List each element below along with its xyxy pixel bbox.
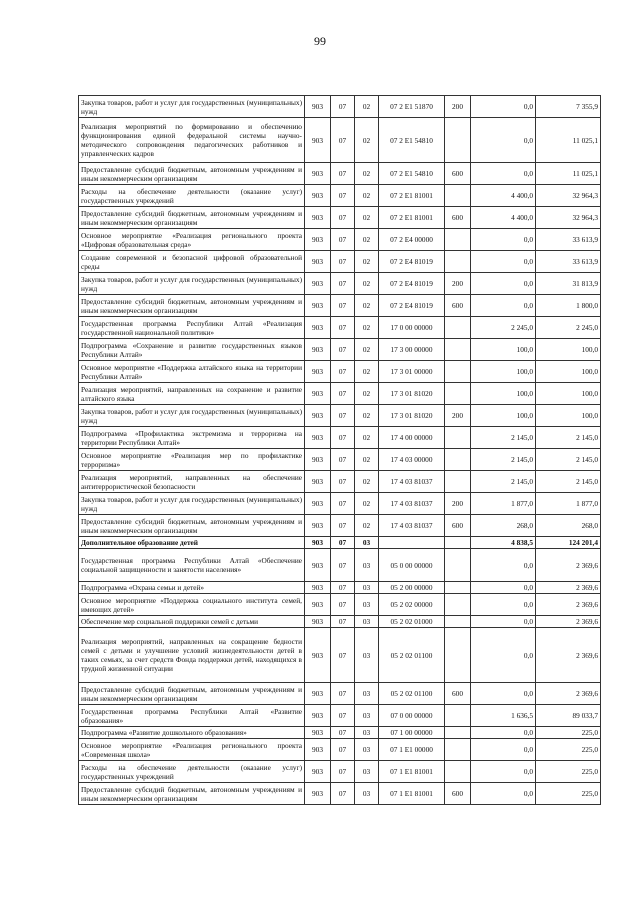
- row-subsection-code: 02: [355, 317, 379, 339]
- row-expense-type: [445, 383, 471, 405]
- table-row: [79, 705, 601, 727]
- row-amount-1: 0,0: [471, 594, 536, 616]
- row-name: Подпрограмма «Развитие дошкольного образования»: [79, 727, 305, 739]
- row-name: Реализация мероприятий, направленных на сохранение и развитие алтайского языка: [79, 383, 305, 405]
- row-subsection-code: 02: [355, 471, 379, 493]
- row-ved-code: 903: [305, 616, 331, 628]
- row-name: Создание современной и безопасной цифровой образовательной среды: [79, 251, 305, 273]
- row-ved-code: 903: [305, 185, 331, 207]
- row-amount-2: 32 964,3: [536, 185, 601, 207]
- row-target-article: 07 2 E1 81001: [379, 185, 445, 207]
- row-amount-1: 4 400,0: [471, 185, 536, 207]
- row-subsection-code: 03: [355, 537, 379, 549]
- row-name: Предоставление субсидий бюджетным, автономным учреждениям и иным некоммерческим организациям: [79, 295, 305, 317]
- row-section-code: 07: [331, 594, 355, 616]
- row-ved-code: 903: [305, 515, 331, 537]
- row-target-article: 17 3 01 81020: [379, 405, 445, 427]
- row-expense-type: [445, 449, 471, 471]
- row-section-code: 07: [331, 705, 355, 727]
- row-amount-2: 1 877,0: [536, 493, 601, 515]
- row-subsection-code: 02: [355, 339, 379, 361]
- row-target-article: 17 3 01 81020: [379, 383, 445, 405]
- row-target-article: 07 1 E1 00000: [379, 739, 445, 761]
- table-row: [79, 251, 601, 273]
- table-body: [79, 96, 601, 805]
- row-amount-2: 225,0: [536, 783, 601, 805]
- row-amount-2: 33 613,9: [536, 229, 601, 251]
- row-amount-2: 1 800,0: [536, 295, 601, 317]
- row-name: Государственная программа Республики Алтай «Реализация государственной национальной политики»: [79, 317, 305, 339]
- table-row: [79, 163, 601, 185]
- row-section-code: 07: [331, 783, 355, 805]
- table-row: [79, 405, 601, 427]
- row-ved-code: 903: [305, 427, 331, 449]
- row-ved-code: 903: [305, 705, 331, 727]
- row-amount-1: 100,0: [471, 361, 536, 383]
- row-name: Государственная программа Республики Алтай «Обеспечение социальной защищенности и занятости населения»: [79, 549, 305, 582]
- row-name: Государственная программа Республики Алтай «Развитие образования»: [79, 705, 305, 727]
- row-amount-2: 7 355,9: [536, 96, 601, 118]
- row-amount-2: 225,0: [536, 739, 601, 761]
- row-target-article: 07 2 E1 54810: [379, 163, 445, 185]
- row-expense-type: 600: [445, 207, 471, 229]
- row-expense-type: 600: [445, 515, 471, 537]
- row-amount-2: 2 369,6: [536, 549, 601, 582]
- row-subsection-code: 03: [355, 739, 379, 761]
- row-ved-code: 903: [305, 594, 331, 616]
- row-subsection-code: 03: [355, 628, 379, 683]
- row-target-article: 17 3 00 00000: [379, 339, 445, 361]
- row-ved-code: 903: [305, 96, 331, 118]
- row-amount-1: 0,0: [471, 761, 536, 783]
- row-amount-2: 2 145,0: [536, 471, 601, 493]
- table-row: [79, 727, 601, 739]
- row-name: Закупка товаров, работ и услуг для государственных (муниципальных) нужд: [79, 405, 305, 427]
- table-row: [79, 537, 601, 549]
- row-amount-1: 2 145,0: [471, 449, 536, 471]
- row-name: Предоставление субсидий бюджетным, автономным учреждениям и иным некоммерческим организациям: [79, 783, 305, 805]
- row-expense-type: [445, 739, 471, 761]
- row-amount-1: 1 877,0: [471, 493, 536, 515]
- row-section-code: 07: [331, 96, 355, 118]
- row-section-code: 07: [331, 727, 355, 739]
- table-row: [79, 295, 601, 317]
- row-ved-code: 903: [305, 683, 331, 705]
- row-section-code: 07: [331, 582, 355, 594]
- row-ved-code: 903: [305, 251, 331, 273]
- row-amount-1: 0,0: [471, 628, 536, 683]
- table-row: [79, 118, 601, 163]
- row-subsection-code: 02: [355, 229, 379, 251]
- row-amount-2: 32 964,3: [536, 207, 601, 229]
- row-expense-type: [445, 251, 471, 273]
- row-amount-2: 2 145,0: [536, 449, 601, 471]
- row-target-article: 07 2 E1 54810: [379, 118, 445, 163]
- row-ved-code: 903: [305, 273, 331, 295]
- row-target-article: 07 2 E4 00000: [379, 229, 445, 251]
- row-ved-code: 903: [305, 549, 331, 582]
- row-target-article: 05 0 00 00000: [379, 549, 445, 582]
- row-amount-2: 100,0: [536, 339, 601, 361]
- row-amount-1: 0,0: [471, 251, 536, 273]
- row-name: Дополнительное образование детей: [79, 537, 305, 549]
- row-amount-1: 0,0: [471, 96, 536, 118]
- row-name: Реализация мероприятий, направленных на сокращение бедности семей с детьми и улучшение условий жизнедеятельности детей в таких семьях, за счет средств Фонда поддержки детей, находящихся в трудной жизненной ситуации: [79, 628, 305, 683]
- row-ved-code: 903: [305, 317, 331, 339]
- row-amount-1: 0,0: [471, 683, 536, 705]
- row-target-article: 07 2 E1 51870: [379, 96, 445, 118]
- row-target-article: 17 4 00 00000: [379, 427, 445, 449]
- row-section-code: 07: [331, 515, 355, 537]
- table-row: [79, 582, 601, 594]
- row-section-code: 07: [331, 493, 355, 515]
- row-subsection-code: 02: [355, 96, 379, 118]
- row-name: Закупка товаров, работ и услуг для государственных (муниципальных) нужд: [79, 96, 305, 118]
- row-subsection-code: 02: [355, 515, 379, 537]
- row-expense-type: [445, 118, 471, 163]
- row-target-article: 07 2 E4 81019: [379, 251, 445, 273]
- row-subsection-code: 02: [355, 163, 379, 185]
- row-name: Реализация мероприятий по формированию и обеспечению функционирования единой федеральной системы научно-методического сопровождения педагогических работников и управленческих кадров: [79, 118, 305, 163]
- row-amount-1: 0,0: [471, 229, 536, 251]
- row-amount-2: 2 369,6: [536, 683, 601, 705]
- table-row: [79, 361, 601, 383]
- row-amount-1: 100,0: [471, 383, 536, 405]
- row-amount-1: 0,0: [471, 739, 536, 761]
- row-expense-type: [445, 185, 471, 207]
- row-subsection-code: 03: [355, 761, 379, 783]
- row-target-article: 17 3 01 00000: [379, 361, 445, 383]
- row-subsection-code: 02: [355, 185, 379, 207]
- row-amount-1: 268,0: [471, 515, 536, 537]
- row-section-code: 07: [331, 761, 355, 783]
- row-section-code: 07: [331, 163, 355, 185]
- row-name: Основное мероприятие «Реализация регионального проекта «Цифровая образовательная среда»: [79, 229, 305, 251]
- row-amount-2: 2 369,6: [536, 594, 601, 616]
- row-name: Подпрограмма «Охрана семьи и детей»: [79, 582, 305, 594]
- row-target-article: 05 2 02 01100: [379, 683, 445, 705]
- row-amount-1: 100,0: [471, 339, 536, 361]
- row-expense-type: [445, 339, 471, 361]
- row-section-code: 07: [331, 739, 355, 761]
- table-row: [79, 783, 601, 805]
- row-amount-1: 2 245,0: [471, 317, 536, 339]
- row-amount-2: 225,0: [536, 761, 601, 783]
- table-row: [79, 628, 601, 683]
- row-section-code: 07: [331, 118, 355, 163]
- row-ved-code: 903: [305, 361, 331, 383]
- row-subsection-code: 02: [355, 405, 379, 427]
- row-expense-type: [445, 594, 471, 616]
- row-expense-type: 600: [445, 295, 471, 317]
- row-target-article: 17 4 03 81037: [379, 493, 445, 515]
- row-expense-type: [445, 471, 471, 493]
- row-target-article: 05 2 00 00000: [379, 582, 445, 594]
- row-expense-type: 200: [445, 493, 471, 515]
- row-subsection-code: 03: [355, 549, 379, 582]
- table-row: [79, 339, 601, 361]
- page-number: 99: [314, 34, 326, 48]
- row-subsection-code: 03: [355, 727, 379, 739]
- row-amount-2: 11 025,1: [536, 163, 601, 185]
- row-expense-type: [445, 361, 471, 383]
- row-section-code: 07: [331, 628, 355, 683]
- row-name: Реализация мероприятий, направленных на обеспечение антитеррористической безопасности: [79, 471, 305, 493]
- table-row: [79, 594, 601, 616]
- row-section-code: 07: [331, 471, 355, 493]
- row-ved-code: 903: [305, 471, 331, 493]
- row-amount-1: 0,0: [471, 783, 536, 805]
- row-target-article: 05 2 02 00000: [379, 594, 445, 616]
- row-section-code: 07: [331, 185, 355, 207]
- row-name: Закупка товаров, работ и услуг для государственных (муниципальных) нужд: [79, 273, 305, 295]
- row-expense-type: 600: [445, 783, 471, 805]
- row-ved-code: 903: [305, 739, 331, 761]
- row-name: Предоставление субсидий бюджетным, автономным учреждениям и иным некоммерческим организациям: [79, 163, 305, 185]
- table-row: [79, 383, 601, 405]
- row-amount-1: 1 636,5: [471, 705, 536, 727]
- row-ved-code: 903: [305, 727, 331, 739]
- row-expense-type: [445, 549, 471, 582]
- row-subsection-code: 03: [355, 705, 379, 727]
- row-expense-type: 200: [445, 273, 471, 295]
- row-section-code: 07: [331, 273, 355, 295]
- row-ved-code: 903: [305, 761, 331, 783]
- row-name: Закупка товаров, работ и услуг для государственных (муниципальных) нужд: [79, 493, 305, 515]
- row-target-article: 17 4 03 81037: [379, 471, 445, 493]
- row-amount-2: 2 145,0: [536, 427, 601, 449]
- row-amount-1: 0,0: [471, 295, 536, 317]
- row-target-article: 05 2 02 01100: [379, 628, 445, 683]
- row-target-article: 05 2 02 01000: [379, 616, 445, 628]
- row-section-code: 07: [331, 537, 355, 549]
- table-row: [79, 427, 601, 449]
- table-row: [79, 471, 601, 493]
- row-target-article: 07 1 00 00000: [379, 727, 445, 739]
- row-name: Предоставление субсидий бюджетным, автономным учреждениям и иным некоммерческим организациям: [79, 515, 305, 537]
- row-subsection-code: 03: [355, 616, 379, 628]
- row-amount-1: 2 145,0: [471, 471, 536, 493]
- row-amount-2: 100,0: [536, 405, 601, 427]
- row-subsection-code: 02: [355, 118, 379, 163]
- row-subsection-code: 02: [355, 449, 379, 471]
- table-row: [79, 515, 601, 537]
- row-name: Подпрограмма «Профилактика экстремизма и терроризма на территории Республики Алтай»: [79, 427, 305, 449]
- row-amount-2: 100,0: [536, 383, 601, 405]
- row-expense-type: 200: [445, 96, 471, 118]
- row-section-code: 07: [331, 317, 355, 339]
- row-section-code: 07: [331, 339, 355, 361]
- row-ved-code: 903: [305, 163, 331, 185]
- row-expense-type: [445, 705, 471, 727]
- row-ved-code: 903: [305, 339, 331, 361]
- row-section-code: 07: [331, 449, 355, 471]
- row-section-code: 07: [331, 361, 355, 383]
- row-target-article: 17 0 00 00000: [379, 317, 445, 339]
- row-section-code: 07: [331, 229, 355, 251]
- row-amount-2: 2 245,0: [536, 317, 601, 339]
- row-amount-1: 0,0: [471, 273, 536, 295]
- row-name: Предоставление субсидий бюджетным, автономным учреждениям и иным некоммерческим организациям: [79, 683, 305, 705]
- row-section-code: 07: [331, 616, 355, 628]
- row-amount-2: 225,0: [536, 727, 601, 739]
- row-subsection-code: 02: [355, 295, 379, 317]
- row-name: Основное мероприятие «Поддержка алтайского языка на территории Республики Алтай»: [79, 361, 305, 383]
- row-section-code: 07: [331, 549, 355, 582]
- row-amount-1: 0,0: [471, 118, 536, 163]
- row-expense-type: [445, 229, 471, 251]
- row-subsection-code: 02: [355, 273, 379, 295]
- row-target-article: 17 4 03 81037: [379, 515, 445, 537]
- table-row: [79, 683, 601, 705]
- row-amount-1: 4 838,5: [471, 537, 536, 549]
- row-name: Расходы на обеспечение деятельности (оказание услуг) государственных учреждений: [79, 761, 305, 783]
- row-amount-2: 2 369,6: [536, 628, 601, 683]
- row-target-article: 07 1 E1 81001: [379, 761, 445, 783]
- row-subsection-code: 02: [355, 361, 379, 383]
- row-name: Расходы на обеспечение деятельности (оказание услуг) государственных учреждений: [79, 185, 305, 207]
- row-expense-type: 200: [445, 405, 471, 427]
- row-target-article: 07 0 00 00000: [379, 705, 445, 727]
- row-amount-2: 2 369,6: [536, 616, 601, 628]
- table-row: [79, 96, 601, 118]
- row-expense-type: [445, 628, 471, 683]
- row-amount-2: 89 033,7: [536, 705, 601, 727]
- row-target-article: [379, 537, 445, 549]
- row-amount-2: 124 201,4: [536, 537, 601, 549]
- table-row: [79, 317, 601, 339]
- row-ved-code: 903: [305, 628, 331, 683]
- row-subsection-code: 02: [355, 383, 379, 405]
- row-section-code: 07: [331, 427, 355, 449]
- budget-table: [78, 95, 601, 805]
- row-subsection-code: 02: [355, 493, 379, 515]
- row-ved-code: 903: [305, 449, 331, 471]
- row-subsection-code: 03: [355, 582, 379, 594]
- table-row: [79, 493, 601, 515]
- row-amount-1: 0,0: [471, 582, 536, 594]
- row-expense-type: [445, 616, 471, 628]
- row-name: Предоставление субсидий бюджетным, автономным учреждениям и иным некоммерческим организациям: [79, 207, 305, 229]
- row-expense-type: [445, 761, 471, 783]
- row-subsection-code: 03: [355, 594, 379, 616]
- row-amount-2: 11 025,1: [536, 118, 601, 163]
- row-subsection-code: 02: [355, 207, 379, 229]
- row-name: Подпрограмма «Сохранение и развитие государственных языков Республики Алтай»: [79, 339, 305, 361]
- row-target-article: 07 1 E1 81001: [379, 783, 445, 805]
- row-section-code: 07: [331, 251, 355, 273]
- row-target-article: 07 2 E4 81019: [379, 295, 445, 317]
- row-ved-code: 903: [305, 493, 331, 515]
- table-row: [79, 185, 601, 207]
- row-amount-1: 0,0: [471, 727, 536, 739]
- row-amount-1: 0,0: [471, 163, 536, 185]
- row-expense-type: [445, 727, 471, 739]
- row-amount-1: 0,0: [471, 616, 536, 628]
- row-name: Основное мероприятие «Реализация регионального проекта «Современная школа»: [79, 739, 305, 761]
- table-row: [79, 549, 601, 582]
- row-amount-2: 33 613,9: [536, 251, 601, 273]
- row-expense-type: 600: [445, 163, 471, 185]
- row-section-code: 07: [331, 207, 355, 229]
- row-ved-code: 903: [305, 383, 331, 405]
- row-amount-2: 31 813,9: [536, 273, 601, 295]
- table-row: [79, 229, 601, 251]
- row-subsection-code: 03: [355, 783, 379, 805]
- row-ved-code: 903: [305, 582, 331, 594]
- table-row: [79, 616, 601, 628]
- table-row: [79, 739, 601, 761]
- row-amount-2: 100,0: [536, 361, 601, 383]
- table-row: [79, 761, 601, 783]
- row-expense-type: [445, 427, 471, 449]
- row-amount-1: 100,0: [471, 405, 536, 427]
- row-expense-type: [445, 537, 471, 549]
- row-section-code: 07: [331, 383, 355, 405]
- row-section-code: 07: [331, 683, 355, 705]
- row-expense-type: [445, 317, 471, 339]
- row-ved-code: 903: [305, 405, 331, 427]
- row-ved-code: 903: [305, 118, 331, 163]
- table-row: [79, 273, 601, 295]
- row-name: Основное мероприятие «Поддержка социального института семей, имеющих детей»: [79, 594, 305, 616]
- row-amount-2: 268,0: [536, 515, 601, 537]
- row-target-article: 07 2 E1 81001: [379, 207, 445, 229]
- row-subsection-code: 03: [355, 683, 379, 705]
- row-amount-1: 0,0: [471, 549, 536, 582]
- row-amount-1: 4 400,0: [471, 207, 536, 229]
- row-ved-code: 903: [305, 207, 331, 229]
- row-target-article: 17 4 03 00000: [379, 449, 445, 471]
- row-ved-code: 903: [305, 537, 331, 549]
- row-subsection-code: 02: [355, 251, 379, 273]
- row-target-article: 07 2 E4 81019: [379, 273, 445, 295]
- row-amount-1: 2 145,0: [471, 427, 536, 449]
- row-section-code: 07: [331, 405, 355, 427]
- row-subsection-code: 02: [355, 427, 379, 449]
- row-name: Обеспечение мер социальной поддержки семей с детьми: [79, 616, 305, 628]
- row-name: Основное мероприятие «Реализация мер по профилактике терроризма»: [79, 449, 305, 471]
- row-ved-code: 903: [305, 783, 331, 805]
- table-row: [79, 207, 601, 229]
- row-expense-type: 600: [445, 683, 471, 705]
- table-row: [79, 449, 601, 471]
- row-section-code: 07: [331, 295, 355, 317]
- row-ved-code: 903: [305, 229, 331, 251]
- row-ved-code: 903: [305, 295, 331, 317]
- row-amount-2: 2 369,6: [536, 582, 601, 594]
- row-expense-type: [445, 582, 471, 594]
